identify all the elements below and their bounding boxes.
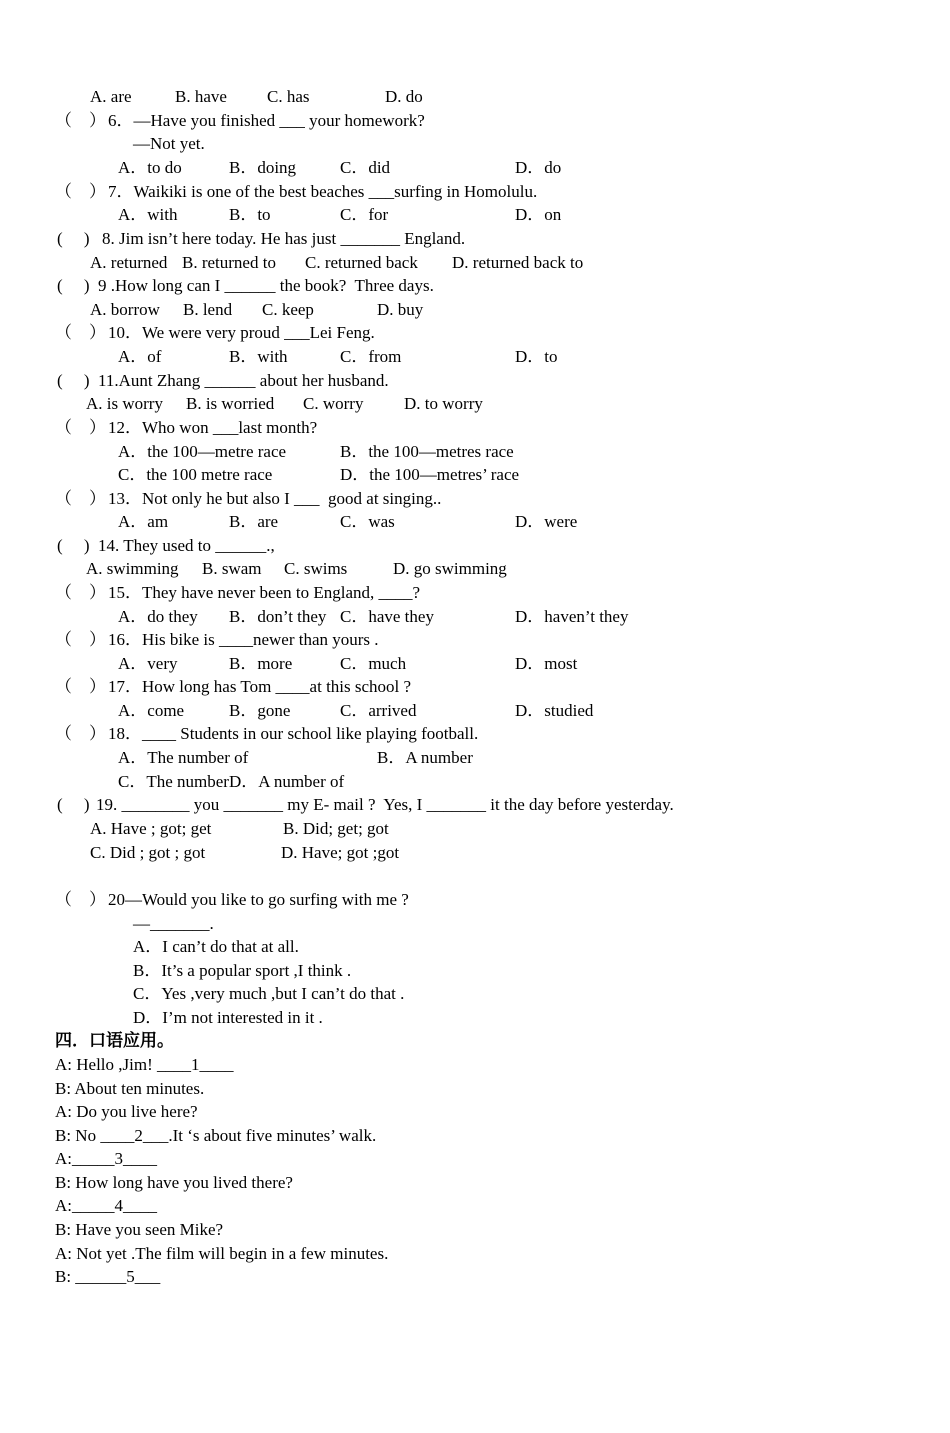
q13-option-d: D．were [515,512,578,531]
q20-reply: —_______. [133,914,214,933]
q7-option-d: D．on [515,205,562,224]
q8-stem: 8. Jim isn’t here today. He has just _______ England. [102,229,466,248]
q16-option-c: C．much [340,654,407,673]
q7-answer-paren: （ ） [55,182,106,201]
q19-option-c: C. Did ; got ; got [90,843,206,862]
q14-option-c: C. swims [284,559,348,578]
q19-option-d: D. Have; got ;got [281,843,400,862]
q19-option-b: B. Did; get; got [283,819,389,838]
q17-option-a: A．come [118,701,185,720]
q15-option-d: D．haven’t they [515,607,629,626]
q15-stem: 15．They have never been to England, ____? [108,583,421,602]
q6-reply: —Not yet. [133,134,205,153]
q10-stem: 10．We were very proud ___Lei Feng. [108,323,375,342]
q9-option-c: C. keep [262,300,314,319]
dialog-line: A:_____4____ [55,1196,157,1215]
q13-stem: 13．Not only he but also I ___ good at singing.. [108,489,442,508]
q20-option-d: D．I’m not interested in it . [133,1008,323,1027]
q8-option-b: B. returned to [182,253,276,272]
q12-answer-paren: （ ） [55,418,106,437]
q16-option-b: B．more [229,654,293,673]
q18-answer-paren: （ ） [55,724,106,743]
q9-option-d: D. buy [377,300,424,319]
q15-option-a: A．do they [118,607,198,626]
dialog-line: A: Hello ,Jim! ____1____ [55,1055,234,1074]
q5-option-b: B. have [175,87,227,106]
q14-option-d: D. go swimming [393,559,507,578]
q13-answer-paren: （ ） [55,489,106,508]
q17-answer-paren: （ ） [55,677,106,696]
q12-option-a: A．the 100—metre race [118,442,287,461]
q6-stem: 6．—Have you finished ___ your homework? [108,111,425,130]
q10-option-c: C．from [340,347,402,366]
q18-option-cd: C．The numberD．A number of [118,772,345,791]
q5-option-c: C. has [267,87,310,106]
q20-option-c: C．Yes ,very much ,but I can’t do that . [133,984,405,1003]
q18-option-b: B．A number [377,748,473,767]
q11-option-c: C. worry [303,394,364,413]
q10-option-a: A．of [118,347,162,366]
q15-option-c: C．have they [340,607,434,626]
q17-option-d: D．studied [515,701,594,720]
q16-answer-paren: （ ） [55,630,106,649]
q11-answer-paren: ( ) [57,371,90,390]
q13-option-a: A．am [118,512,169,531]
q14-stem: 14. They used to ______., [98,536,275,555]
q8-option-c: C. returned back [305,253,418,272]
q10-option-d: D．to [515,347,558,366]
q8-option-d: D. returned back to [452,253,584,272]
q9-option-b: B. lend [183,300,233,319]
dialog-line: B: ______5___ [55,1267,161,1286]
q9-option-a: A. borrow [90,300,160,319]
q19-stem: 19. ________ you _______ my E- mail ? Yes, I _______ it the day before yesterday. [96,795,674,814]
q20-answer-paren: （ ） [55,890,106,909]
q11-option-d: D. to worry [404,394,483,413]
q7-option-c: C．for [340,205,389,224]
q9-stem: 9 .How long can I ______ the book? Three days. [98,276,434,295]
q13-option-b: B．are [229,512,279,531]
q11-stem: 11.Aunt Zhang ______ about her husband. [98,371,389,390]
q6-option-a: A．to do [118,158,182,177]
q11-option-a: A. is worry [86,394,163,413]
q7-option-b: B．to [229,205,271,224]
q16-option-a: A．very [118,654,178,673]
dialog-line: A:_____3____ [55,1149,157,1168]
dialog-line: A: Not yet .The film will begin in a few minutes. [55,1244,389,1263]
q6-answer-paren: （ ） [55,111,106,130]
q16-option-d: D．most [515,654,578,673]
q20-stem: 20—Would you like to go surfing with me ? [108,890,409,909]
q12-option-c: C．the 100 metre race [118,465,273,484]
q17-stem: 17．How long has Tom ____at this school ? [108,677,412,696]
q15-option-b: B．don’t they [229,607,327,626]
q7-option-a: A．with [118,205,178,224]
q6-option-d: D．do [515,158,562,177]
section-heading: 四．口语应用。 [55,1031,174,1050]
dialog-line: B: Have you seen Mike? [55,1220,224,1239]
q12-option-d: D．the 100—metres’ race [340,465,520,484]
q15-answer-paren: （ ） [55,583,106,602]
q5-option-a: A. are [90,87,132,106]
q6-option-b: B．doing [229,158,297,177]
q14-option-a: A. swimming [86,559,179,578]
q18-stem: 18．____ Students in our school like playing football. [108,724,479,743]
dialog-line: A: Do you live here? [55,1102,198,1121]
dialog-line: B: How long have you lived there? [55,1173,293,1192]
q12-stem: 12．Who won ___last month? [108,418,318,437]
q12-option-b: B．the 100—metres race [340,442,514,461]
q20-option-b: B．It’s a popular sport ,I think . [133,961,352,980]
q14-option-b: B. swam [202,559,262,578]
q13-option-c: C．was [340,512,395,531]
q14-answer-paren: ( ) [57,536,90,555]
q16-stem: 16．His bike is ____newer than yours . [108,630,379,649]
q7-stem: 7．Waikiki is one of the best beaches ___surfing in Homolulu. [108,182,538,201]
q17-option-c: C．arrived [340,701,417,720]
q18-option-a: A．The number of [118,748,249,767]
q8-answer-paren: ( ) [57,229,90,248]
q10-answer-paren: （ ） [55,323,106,342]
q11-option-b: B. is worried [186,394,275,413]
q19-answer-paren: ( ) [57,795,90,814]
dialog-line: B: About ten minutes. [55,1079,205,1098]
q6-option-c: C．did [340,158,391,177]
q9-answer-paren: ( ) [57,276,90,295]
q19-option-a: A. Have ; got; get [90,819,212,838]
q17-option-b: B．gone [229,701,291,720]
dialog-line: B: No ____2___.It ‘s about five minutes’ walk. [55,1126,377,1145]
q10-option-b: B．with [229,347,288,366]
q5-option-d: D. do [385,87,423,106]
q8-option-a: A. returned [90,253,168,272]
q20-option-a: A．I can’t do that at all. [133,937,299,956]
